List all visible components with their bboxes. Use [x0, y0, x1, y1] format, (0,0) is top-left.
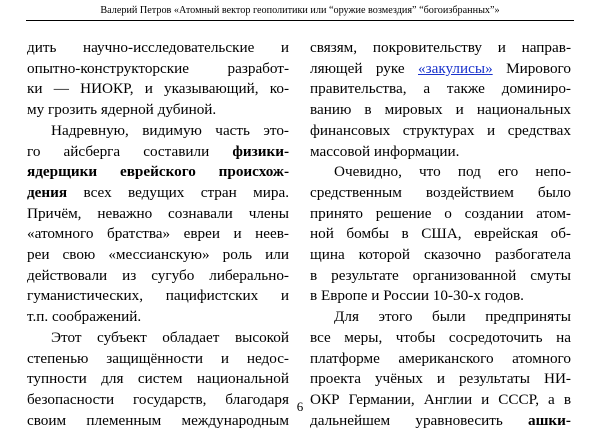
- header-rule: [26, 20, 574, 21]
- bold-text: ашки-: [528, 411, 571, 429]
- bold-text: дения: [27, 183, 68, 201]
- page-number: 6: [296, 399, 304, 414]
- paragraph: [27, 38, 289, 121]
- text-line: платформе американского атомного: [310, 349, 571, 367]
- text-line: ванию в мировых и национальных: [310, 101, 571, 119]
- text-line: [27, 142, 289, 163]
- text-line: финансовых структурах и средствах: [310, 121, 571, 139]
- zakulisy-link[interactable]: «закулисы»: [418, 59, 493, 77]
- text-line: тупности для систем национальной: [27, 370, 289, 388]
- text-line: ной бомбы в США, еврейская об-: [310, 225, 571, 243]
- text-line: реи свою «мессианскую» роль или: [27, 246, 289, 264]
- text-line: безопасности государств, благодаря: [27, 390, 289, 408]
- text-line: своим племенным международным: [27, 411, 289, 429]
- text-line: в Европе и России 10-30-х годов.: [310, 287, 524, 305]
- text-run: всех ведущих стран мира.: [67, 183, 289, 201]
- text-run: дальнейшем уравновесить: [310, 411, 529, 429]
- running-header: Валерий Петров «Атомный вектор геополитики или “оружие возмездия” “богоизбранных”»: [100, 5, 500, 16]
- text-line: связям, покровительству и направ-: [310, 39, 571, 56]
- text-run: Мирового: [492, 59, 571, 77]
- text-line: ОКР Германии, Англии и СССР, а в: [310, 390, 571, 408]
- text-run: ляющей руке: [310, 59, 418, 77]
- paragraph: [310, 162, 571, 307]
- text-line: Причём, неважно сознавали члены: [27, 204, 289, 222]
- text-run: го айсберга составили: [27, 142, 233, 160]
- text-line: степенью защищённости и недос-: [27, 349, 289, 367]
- text-line: опытно-конструкторские разработ-: [27, 59, 289, 77]
- text-line: [27, 183, 289, 204]
- paragraph: [27, 328, 289, 431]
- text-line: проекта учёных и результаты НИ-: [310, 370, 571, 388]
- text-line: средственным воздействием было: [310, 183, 571, 201]
- text-line: дить научно-исследовательские и: [27, 39, 289, 56]
- bold-text-line: ядерщики еврейского происхож-: [27, 163, 289, 181]
- text-line: «атомного братства» евреи и неев-: [27, 225, 289, 243]
- text-line: Этот субъект обладает высокой: [51, 328, 289, 346]
- text-line: в результате организованной смуты: [310, 266, 571, 284]
- right-column: [310, 38, 571, 431]
- text-line: щина которой сказочно разбогатела: [310, 246, 571, 264]
- text-line: [310, 59, 571, 80]
- left-column: [27, 38, 289, 431]
- text-line: принято решение о создании атом-: [310, 204, 571, 222]
- bold-text: физики-: [232, 142, 289, 160]
- text-line: т.п. соображений.: [27, 308, 142, 326]
- text-line: му грозить ядерной дубиной.: [27, 101, 217, 119]
- text-line: массовой информации.: [310, 142, 460, 160]
- text-line: ки — НИОКР, и указывающий, ко-: [27, 80, 289, 98]
- paragraph: [310, 38, 571, 162]
- text-line: действовали из сугубо либерально-: [27, 266, 289, 284]
- text-line: Для этого были предприняты: [334, 308, 571, 326]
- text-line: гуманистических, пацифистских и: [27, 287, 289, 305]
- text-line: правительства, а также доминиро-: [310, 80, 571, 98]
- paragraph: [27, 121, 289, 328]
- text-line: все меры, чтобы сосредоточить на: [310, 328, 571, 346]
- text-line: Очевидно, что под его непо-: [334, 163, 571, 181]
- text-line: Надревную, видимую часть это-: [51, 121, 289, 139]
